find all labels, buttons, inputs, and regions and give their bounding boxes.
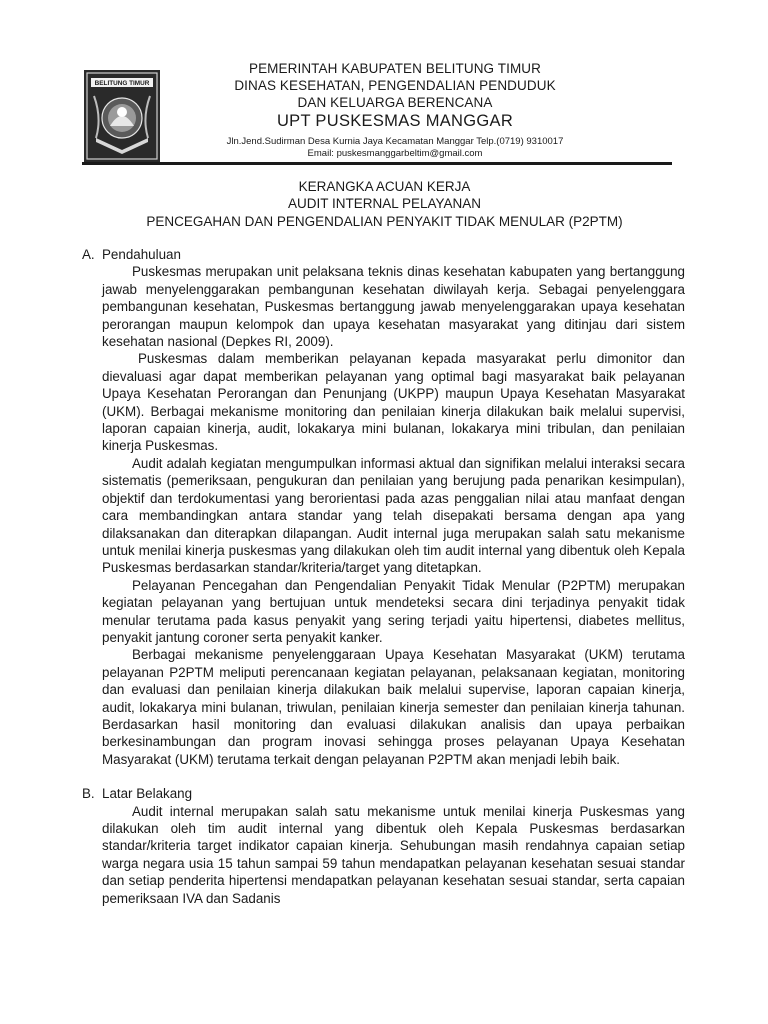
letterhead-line-3: DAN KELUARGA BERENCANA: [297, 95, 493, 110]
shield-emblem-icon: [82, 68, 162, 164]
title-line-3: PENCEGAHAN DAN PENGENDALIAN PENYAKIT TIDAK MENULAR (P2PTM): [146, 213, 623, 229]
paragraph: Puskesmas dalam memberikan pelayanan kepada masyarakat perlu dimonitor dan dievaluasi agar dapat memberikan pelayanan yang optimal bagi masyarakat baik pelayanan Upaya Kesehatan Perorangan dan Penunjang (UKPP) maupun Upaya Kesehatan Masyarakat (UKM). Berbagai mekanisme monitoring dan penilaian kinerja dilakukan baik melalui supervisi, laporan capaian kinerja, audit, lokakarya mini bulanan, lokakarya mini tribulan, dan penilaian kinerja Puskesmas.: [102, 351, 685, 454]
section-content: [102, 263, 685, 768]
letterhead-line-1: PEMERINTAH KABUPATEN BELITUNG TIMUR: [248, 61, 542, 76]
paragraph: Puskesmas merupakan unit pelaksana teknis dinas kesehatan kabupaten yang bertanggung jawab menyelenggarakan pembangunan kesehatan diwilayah kerja. Sebagai penyelenggara pembangunan kesehatan, Puskesmas bertanggung jawab menyelenggarakan upaya kesehatan perorangan maupun kelompok dan upaya kesehatan masyarakat yang ditinjau dari sistem kesehatan nasional (Depkes RI, 2009).: [102, 264, 685, 350]
institution-email: Email: puskesmanggarbeltim@gmail.com: [307, 148, 483, 159]
letterhead: [170, 60, 620, 160]
document-body: [82, 246, 685, 907]
section-title: Latar Belakang: [102, 786, 193, 802]
section-content: [102, 803, 685, 907]
letterhead-divider: [82, 162, 672, 165]
section-heading: [82, 246, 685, 263]
document-title: [82, 178, 687, 230]
section-heading: [82, 785, 685, 802]
logo-text: BELITUNG TIMUR: [94, 80, 150, 88]
title-line-1: KERANGKA ACUAN KERJA: [298, 179, 471, 194]
institution-name: UPT PUSKESMAS MANGGAR: [276, 112, 514, 130]
paragraph: Berbagai mekanisme penyelenggaraan Upaya Kesehatan Masyarakat (UKM) terutama pelayanan P2PTM meliputi perencanaan kegiatan pelayanan, pelaksanaan kegiatan, monitoring dan evaluasi dan penilaian kinerja dilakukan baik melalui supervise, laporan capaian kinerja, audit, lokakarya mini bulanan, triwulan, penilaian kinerja semester dan penilaian kinerja tahunan. Berdasarkan hasil monitoring dan evaluasi dilakukan analisis dan upaya perbaikan berkesinambungan dan program inovasi sehingga proses pelayanan Upaya Kesehatan Masyarakat (UKM) terutama terkait dengan pelayanan P2PTM akan menjadi lebih baik.: [102, 647, 685, 767]
section-letter: B.: [82, 786, 95, 802]
section-letter: A.: [82, 247, 95, 262]
section-latar-belakang: [82, 785, 685, 907]
section-pendahuluan: [82, 246, 685, 768]
institution-address: Jln.Jend.Sudirman Desa Kurnia Jaya Kecamatan Manggar Telp.(0719) 9310017: [226, 136, 564, 147]
paragraph: Pelayanan Pencegahan dan Pengendalian Penyakit Tidak Menular (P2PTM) merupakan kegiatan pelayanan yang bertujuan untuk mendeteksi secara dini terjadinya penyakit tidak menular terutama pada kasus penyakit yang sering terjadi yaitu hipertensi, diabetes mellitus, penyakit jantung coroner serta penyakit kanker.: [102, 577, 685, 645]
paragraph: Audit adalah kegiatan mengumpulkan informasi aktual dan signifikan melalui interaksi secara sistematis (pemeriksaan, pengukuran dan penilaian yang berujung pada penarikan kesimpulan), objektif dan terdokumentasi yang berorientasi pada azas penggalian nilai atau manfaat dengan cara membandingkan antara standar yang telah disepakati bersama dengan apa yang dilaksanakan dan diterapkan dilapangan. Audit internal juga merupakan salah satu mekanisme untuk menilai kinerja puskesmas yang dilakukan oleh tim audit internal yang dibentuk oleh Kepala Puskesmas berdasarkan standar/kriteria/target yang ditetapkan.: [102, 455, 685, 576]
section-title: Pendahuluan: [102, 247, 181, 262]
letterhead-line-2: DINAS KESEHATAN, PENGENDALIAN PENDUDUK: [234, 78, 556, 93]
regency-logo: [82, 68, 162, 164]
paragraph: Audit internal merupakan salah satu mekanisme untuk menilai kinerja Puskesmas yang dilakukan oleh tim audit internal yang dibentuk oleh Kepala Puskesmas berdasarkan standar/kriteria target indikator capaian kinerja. Sehubungan masih rendahnya capaian setiap warga negara usia 15 tahun sampai 59 tahun mendapatkan pelayanan kesehatan sesuai standar dan setiap penderita hipertensi mendapatkan pelayanan kesehatan sesuai standar, serta capaian pemeriksaan IVA dan Sadanis: [102, 803, 685, 906]
title-line-2: AUDIT INTERNAL PELAYANAN: [287, 196, 482, 212]
